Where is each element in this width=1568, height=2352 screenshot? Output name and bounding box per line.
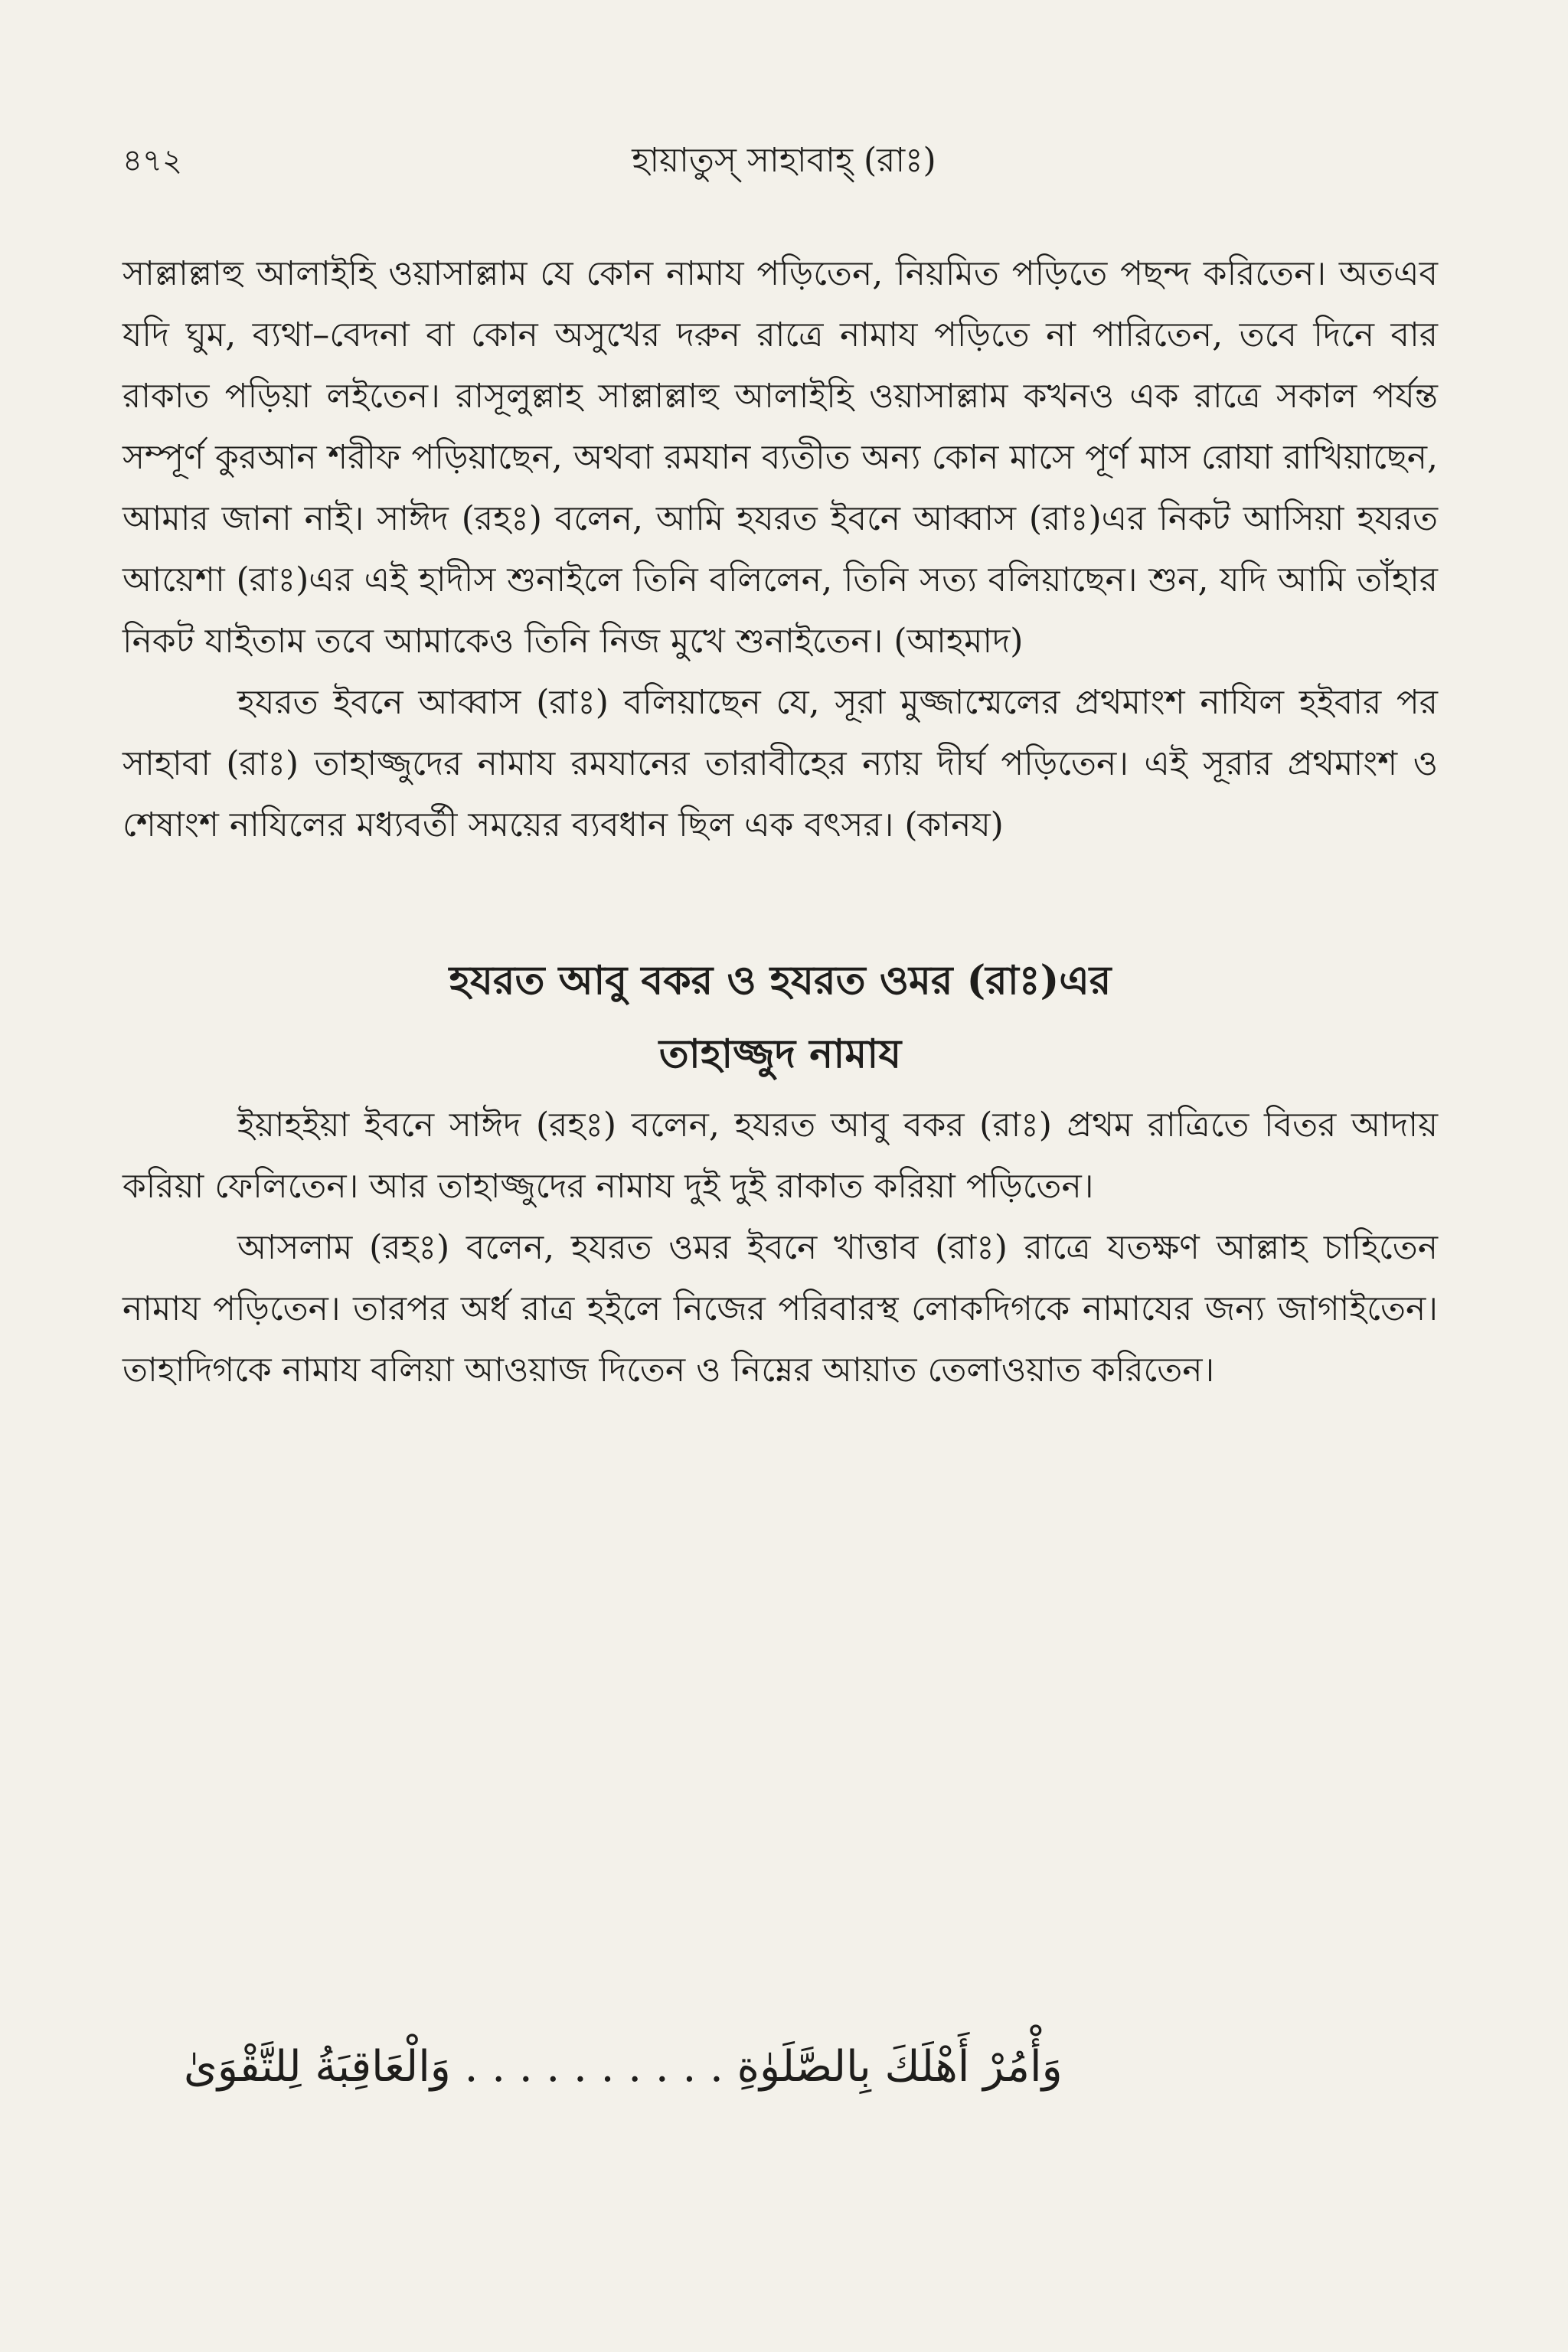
paragraph-ibn-abbas: হযরত ইবনে আব্বাস (রাঃ) বলিয়াছেন যে, সূরা মুজ্জাম্মেলের প্রথমাংশ নাযিল হইবার পর সাহাবা (রাঃ) তাহাজ্জুদের নামায রমযানের তারাবীহের ন্যায় দীর্ঘ পড়িতেন। এই সূরার প্রথমাংশ ও শেষাংশ নাযিলের মধ্যবর্তী সময়ের ব্যবধান ছিল এক বৎসর। (কানয) [122,683,1438,844]
section-heading-line1: হযরত আবু বকর ও হযরত ওমর (রাঃ)এর [449,957,1112,1004]
page-number: ৪৭২ [122,143,182,178]
paragraph-umar: আসলাম (রহঃ) বলেন, হযরত ওমর ইবনে খাত্তাব (রাঃ) রাত্রে যতক্ষণ আল্লাহ চাহিতেন নামায পড়িতেন। তারপর অর্ধ রাত্র হইলে নিজের পরিবারস্থ লোকদিগকে নামাযের জন্য জাগাইতেন। তাহাদিগকে নামায বলিয়া আওয়াজ দিতেন ও নিম্নের আয়াত তেলাওয়াত করিতেন। [122,1228,1438,1390]
page-header [122,130,1446,191]
paragraph-abu-bakr: ইয়াহইয়া ইবনে সাঈদ (রহঃ) বলেন, হযরত আবু বকর (রাঃ) প্রথম রাত্রিতে বিতর আদায় করিয়া ফেলিতেন। আর তাহাজ্জুদের নামায দুই দুই রাকাত করিয়া পড়িতেন। [122,1106,1438,1206]
arabic-verse: وَأْمُرْ أَهْلَكَ بِالصَّلَوٰةِ . . . . . . . . . . وَالْعَاقِبَةُ لِلتَّقْوَىٰ [184,2042,1063,2092]
paragraph-continuation: সাল্লাল্লাহু আলাইহি ওয়াসাল্লাম যে কোন নামায পড়িতেন, নিয়মিত পড়িতে পছন্দ করিতেন। অতএব যদি ঘুম, ব্যথা–বেদনা বা কোন অসুখের দরুন রাত্রে নামায পড়িতে না পারিতেন, তবে দিনে বার রাকাত পড়িয়া লইতেন। রাসূলুল্লাহ সাল্লাল্লাহু আলাইহি ওয়াসাল্লাম কখনও এক রাত্রে সকাল পর্যন্ত সম্পূর্ণ কুরআন শরীফ পড়িয়াছেন, অথবা রমযান ব্যতীত অন্য কোন মাসে পূর্ণ মাস রোযা রাখিয়াছেন, আমার জানা নাই। সাঈদ (রহঃ) বলেন, আমি হযরত ইবনে আব্বাস (রাঃ)এর নিকট আসিয়া হযরত আয়েশা (রাঃ)এর এই হাদীস শুনাইলে তিনি বলিলেন, তিনি সত্য বলিয়াছেন। শুন, যদি আমি তাঁহার নিকট যাইতাম তবে আমাকেও তিনি নিজ মুখে শুনাইতেন। (আহমাদ) [122,254,1438,661]
section-heading-line2: তাহাজ্জুদ নামায [658,1031,902,1077]
body-text [122,243,1438,1401]
running-title: হায়াতুস্ সাহাবাহ্ (রাঃ) [632,141,936,180]
